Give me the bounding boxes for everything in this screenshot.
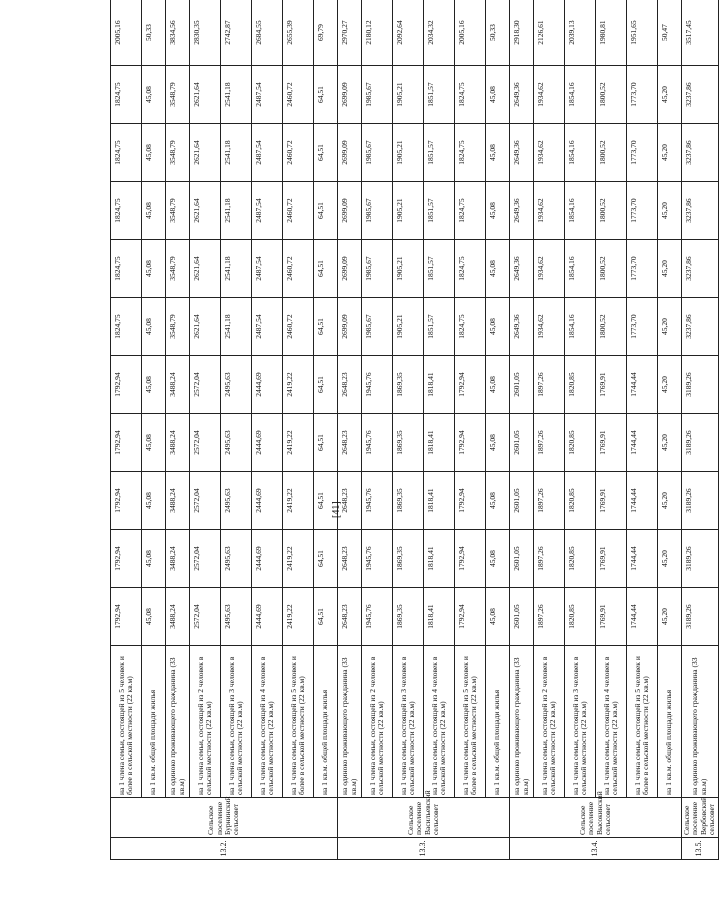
value-cell: 2601,05 <box>510 356 534 414</box>
value-cell: 1824,75 <box>455 240 486 298</box>
row-label: на 1 члена семьи, состоящей из 5 человек и более в сельской местности (22 кв.м) <box>111 646 142 798</box>
value-cell: 45,08 <box>142 472 166 530</box>
municipality-name: Сельское поселение Бурнинский сельсовет <box>111 798 338 838</box>
value-cell: 1824,75 <box>111 182 142 240</box>
value-cell: 2601,05 <box>510 472 534 530</box>
value-cell: 45,08 <box>142 66 166 124</box>
value-cell: 64,51 <box>314 66 338 124</box>
value-cell: 1744,44 <box>627 414 658 472</box>
value-cell: 1820,85 <box>565 414 596 472</box>
value-cell: 3237,86 <box>682 66 719 124</box>
value-cell: 2495,63 <box>221 472 252 530</box>
value-cell: 45,20 <box>658 414 682 472</box>
value-cell: 3237,86 <box>682 298 719 356</box>
value-cell: 1792,94 <box>455 414 486 472</box>
value-cell: 2444,69 <box>252 356 283 414</box>
value-cell: 1800,52 <box>596 298 627 356</box>
value-cell: 1820,85 <box>565 588 596 646</box>
value-cell: 1869,35 <box>393 530 424 588</box>
table-row <box>252 0 283 860</box>
value-cell: 1818,41 <box>424 356 455 414</box>
value-cell: 1851,57 <box>424 182 455 240</box>
value-cell: 45,08 <box>142 124 166 182</box>
table-row <box>166 0 190 860</box>
value-cell: 2460,72 <box>283 240 314 298</box>
value-cell: 2444,69 <box>252 530 283 588</box>
value-cell: 1769,91 <box>596 356 627 414</box>
value-cell: 3237,86 <box>682 240 719 298</box>
value-cell: 2970,27 <box>338 0 362 66</box>
value-cell: 2419,22 <box>283 414 314 472</box>
value-cell: 3517,45 <box>682 0 719 66</box>
value-cell: 2648,23 <box>338 472 362 530</box>
row-label: на 1 члена семьи, состоящей из 2 человек в сельской местности (22 кв.м) <box>362 646 393 798</box>
value-cell: 2649,36 <box>510 124 534 182</box>
value-cell: 1800,52 <box>596 182 627 240</box>
table-row <box>682 0 719 860</box>
value-cell: 1800,52 <box>596 240 627 298</box>
value-cell: 2601,05 <box>510 414 534 472</box>
value-cell: 45,20 <box>658 472 682 530</box>
value-cell: 3548,79 <box>166 124 190 182</box>
value-cell: 2460,72 <box>283 66 314 124</box>
value-cell: 3189,26 <box>682 472 719 530</box>
value-cell: 3548,79 <box>166 298 190 356</box>
table-row <box>455 0 486 860</box>
value-cell: 1769,91 <box>596 414 627 472</box>
value-cell: 1792,94 <box>111 588 142 646</box>
value-cell: 2541,18 <box>221 124 252 182</box>
value-cell: 45,20 <box>658 298 682 356</box>
table-row <box>190 0 221 860</box>
value-cell: 2487,54 <box>252 298 283 356</box>
table-row <box>486 0 510 860</box>
value-cell: 1851,57 <box>424 240 455 298</box>
value-cell: 1945,76 <box>362 588 393 646</box>
value-cell: 2918,30 <box>510 0 534 66</box>
value-cell: 2005,16 <box>111 0 142 66</box>
row-label: на 1 члена семьи, состоящей из 4 человек в сельской местности (22 кв.м) <box>424 646 455 798</box>
value-cell: 3189,26 <box>682 588 719 646</box>
row-label: на одиноко проживающего гражданина (33 кв.м) <box>682 646 719 798</box>
value-cell: 2649,36 <box>510 182 534 240</box>
value-cell: 1905,21 <box>393 124 424 182</box>
row-label: на 1 члена семьи, состоящей из 2 человек в сельской местности (22 кв.м) <box>534 646 565 798</box>
value-cell: 2005,16 <box>455 0 486 66</box>
table-row <box>627 0 658 860</box>
table-row <box>362 0 393 860</box>
value-cell: 1905,21 <box>393 298 424 356</box>
value-cell: 2039,13 <box>565 0 596 66</box>
row-label: на одиноко проживающего гражданина (33 кв.м) <box>338 646 362 798</box>
table-body <box>111 0 719 860</box>
value-cell: 3488,24 <box>166 356 190 414</box>
value-cell: 2444,69 <box>252 588 283 646</box>
table-row <box>393 0 424 860</box>
page-number: [41] <box>331 501 342 518</box>
value-cell: 1773,70 <box>627 66 658 124</box>
table-row <box>314 0 338 860</box>
value-cell: 2495,63 <box>221 356 252 414</box>
value-cell: 2034,32 <box>424 0 455 66</box>
value-cell: 1897,26 <box>534 356 565 414</box>
table-row <box>142 0 166 860</box>
value-cell: 2419,22 <box>283 472 314 530</box>
value-cell: 3488,24 <box>166 472 190 530</box>
value-cell: 1773,70 <box>627 298 658 356</box>
value-cell: 64,51 <box>314 298 338 356</box>
value-cell: 2092,64 <box>393 0 424 66</box>
value-cell: 1744,44 <box>627 472 658 530</box>
value-cell: 1824,75 <box>455 124 486 182</box>
value-cell: 45,08 <box>142 414 166 472</box>
value-cell: 2621,64 <box>190 298 221 356</box>
value-cell: 1818,41 <box>424 472 455 530</box>
value-cell: 1792,94 <box>111 472 142 530</box>
value-cell: 2541,18 <box>221 298 252 356</box>
value-cell: 2699,09 <box>338 240 362 298</box>
value-cell: 1934,62 <box>534 240 565 298</box>
value-cell: 45,08 <box>486 414 510 472</box>
value-cell: 2649,36 <box>510 66 534 124</box>
value-cell: 2699,09 <box>338 124 362 182</box>
value-cell: 1773,70 <box>627 240 658 298</box>
value-cell: 1824,75 <box>111 298 142 356</box>
value-cell: 1824,75 <box>455 66 486 124</box>
value-cell: 1800,52 <box>596 124 627 182</box>
value-cell: 1792,94 <box>455 472 486 530</box>
value-cell: 45,08 <box>142 530 166 588</box>
value-cell: 2541,18 <box>221 66 252 124</box>
value-cell: 2648,23 <box>338 414 362 472</box>
value-cell: 1769,91 <box>596 472 627 530</box>
value-cell: 1773,70 <box>627 124 658 182</box>
row-label: на 1 члена семьи, состоящей из 4 человек в сельской местности (22 кв.м) <box>596 646 627 798</box>
value-cell: 2621,64 <box>190 124 221 182</box>
table-row <box>111 0 142 860</box>
value-cell: 1897,26 <box>534 472 565 530</box>
value-cell: 2487,54 <box>252 124 283 182</box>
value-cell: 64,51 <box>314 240 338 298</box>
value-cell: 3834,56 <box>166 0 190 66</box>
value-cell: 64,51 <box>314 472 338 530</box>
value-cell: 1985,67 <box>362 66 393 124</box>
row-label: на 1 члена семьи, состоящей из 3 человек в сельской местности (22 кв.м) <box>221 646 252 798</box>
value-cell: 64,51 <box>314 124 338 182</box>
value-cell: 2830,35 <box>190 0 221 66</box>
table-row <box>283 0 314 860</box>
value-cell: 2699,09 <box>338 66 362 124</box>
value-cell: 1800,52 <box>596 66 627 124</box>
table-row <box>510 0 534 860</box>
value-cell: 1854,16 <box>565 124 596 182</box>
value-cell: 1869,35 <box>393 356 424 414</box>
value-cell: 1851,57 <box>424 66 455 124</box>
value-cell: 3237,86 <box>682 182 719 240</box>
value-cell: 1820,85 <box>565 356 596 414</box>
value-cell: 2572,04 <box>190 356 221 414</box>
value-cell: 2648,23 <box>338 356 362 414</box>
table-row <box>534 0 565 860</box>
value-cell: 2495,63 <box>221 588 252 646</box>
value-cell: 1869,35 <box>393 414 424 472</box>
row-label: на 1 кв.м. общей площади жилья <box>142 646 166 798</box>
value-cell: 1980,81 <box>596 0 627 66</box>
value-cell: 2126,61 <box>534 0 565 66</box>
value-cell: 2655,39 <box>283 0 314 66</box>
table-row <box>596 0 627 860</box>
value-cell: 2487,54 <box>252 182 283 240</box>
row-label: на одиноко проживающего гражданина (33 кв.м) <box>166 646 190 798</box>
value-cell: 1951,65 <box>627 0 658 66</box>
value-cell: 1985,67 <box>362 240 393 298</box>
value-cell: 45,08 <box>486 182 510 240</box>
value-cell: 1824,75 <box>111 124 142 182</box>
value-cell: 1905,21 <box>393 66 424 124</box>
section-index: 13.4. <box>510 838 682 860</box>
section-index: 13.3. <box>338 838 510 860</box>
value-cell: 64,51 <box>314 356 338 414</box>
value-cell: 45,20 <box>658 182 682 240</box>
value-cell: 1869,35 <box>393 472 424 530</box>
value-cell: 1897,26 <box>534 588 565 646</box>
value-cell: 3189,26 <box>682 530 719 588</box>
value-cell: 64,51 <box>314 414 338 472</box>
value-cell: 45,08 <box>486 588 510 646</box>
value-cell: 1934,62 <box>534 182 565 240</box>
value-cell: 45,08 <box>486 530 510 588</box>
value-cell: 1934,62 <box>534 66 565 124</box>
value-cell: 45,08 <box>142 240 166 298</box>
value-cell: 64,51 <box>314 588 338 646</box>
value-cell: 45,08 <box>142 356 166 414</box>
value-cell: 2180,12 <box>362 0 393 66</box>
value-cell: 45,08 <box>486 124 510 182</box>
row-label: на 1 кв.м. общей площади жилья <box>486 646 510 798</box>
value-cell: 2572,04 <box>190 588 221 646</box>
row-label: на 1 члена семьи, состоящей из 4 человек в сельской местности (22 кв.м) <box>252 646 283 798</box>
value-cell: 2621,64 <box>190 182 221 240</box>
row-label: на 1 кв.м. общей площади жилья <box>314 646 338 798</box>
value-cell: 45,08 <box>142 298 166 356</box>
value-cell: 1854,16 <box>565 182 596 240</box>
value-cell: 3548,79 <box>166 240 190 298</box>
value-cell: 50,47 <box>658 0 682 66</box>
value-cell: 2699,09 <box>338 182 362 240</box>
value-cell: 1744,44 <box>627 588 658 646</box>
value-cell: 1824,75 <box>111 240 142 298</box>
value-cell: 45,20 <box>658 240 682 298</box>
value-cell: 45,08 <box>142 182 166 240</box>
value-cell: 2742,87 <box>221 0 252 66</box>
value-cell: 1934,62 <box>534 124 565 182</box>
municipality-name: Сельское поселение Вербовский сельсовет <box>682 798 719 838</box>
value-cell: 1744,44 <box>627 530 658 588</box>
value-cell: 2648,23 <box>338 588 362 646</box>
value-cell: 2460,72 <box>283 182 314 240</box>
value-cell: 1985,67 <box>362 298 393 356</box>
value-cell: 2460,72 <box>283 124 314 182</box>
table-row <box>658 0 682 860</box>
value-cell: 1869,35 <box>393 588 424 646</box>
value-cell: 1945,76 <box>362 472 393 530</box>
value-cell: 45,20 <box>658 530 682 588</box>
value-cell: 1934,62 <box>534 298 565 356</box>
value-cell: 2495,63 <box>221 530 252 588</box>
tariff-table <box>110 0 719 860</box>
row-label: на 1 члена семьи, состоящей из 2 человек в сельской местности (22 кв.м) <box>190 646 221 798</box>
value-cell: 1905,21 <box>393 182 424 240</box>
value-cell: 45,08 <box>486 356 510 414</box>
value-cell: 2648,23 <box>338 530 362 588</box>
value-cell: 1897,26 <box>534 530 565 588</box>
row-label: на 1 члена семьи, состоящей из 3 человек в сельской местности (22 кв.м) <box>565 646 596 798</box>
value-cell: 1769,91 <box>596 588 627 646</box>
value-cell: 2621,64 <box>190 66 221 124</box>
value-cell: 1744,44 <box>627 356 658 414</box>
value-cell: 1818,41 <box>424 588 455 646</box>
value-cell: 1769,91 <box>596 530 627 588</box>
value-cell: 45,08 <box>486 66 510 124</box>
value-cell: 1824,75 <box>111 66 142 124</box>
table-row <box>565 0 596 860</box>
value-cell: 45,20 <box>658 124 682 182</box>
value-cell: 2419,22 <box>283 530 314 588</box>
value-cell: 2601,05 <box>510 588 534 646</box>
value-cell: 45,20 <box>658 66 682 124</box>
row-label: на 1 члена семьи, состоящей из 5 человек и более в сельской местности (22 кв.м) <box>627 646 658 798</box>
value-cell: 1792,94 <box>455 588 486 646</box>
table-row <box>221 0 252 860</box>
value-cell: 1820,85 <box>565 530 596 588</box>
value-cell: 2460,72 <box>283 298 314 356</box>
value-cell: 1818,41 <box>424 414 455 472</box>
value-cell: 1792,94 <box>111 414 142 472</box>
value-cell: 3488,24 <box>166 414 190 472</box>
value-cell: 50,33 <box>486 0 510 66</box>
value-cell: 2487,54 <box>252 240 283 298</box>
table-row <box>338 0 362 860</box>
municipality-name: Сельское поселение Высокинский сельсовет <box>510 798 682 838</box>
row-label: на 1 члена семьи, состоящей из 5 человек и более в сельской местности (22 кв.м) <box>455 646 486 798</box>
value-cell: 3488,24 <box>166 588 190 646</box>
value-cell: 1792,94 <box>111 356 142 414</box>
value-cell: 1854,16 <box>565 298 596 356</box>
value-cell: 1773,70 <box>627 182 658 240</box>
value-cell: 2444,69 <box>252 472 283 530</box>
value-cell: 2572,04 <box>190 530 221 588</box>
value-cell: 1897,26 <box>534 414 565 472</box>
value-cell: 2621,64 <box>190 240 221 298</box>
value-cell: 69,79 <box>314 0 338 66</box>
value-cell: 2541,18 <box>221 240 252 298</box>
value-cell: 50,33 <box>142 0 166 66</box>
value-cell: 2684,55 <box>252 0 283 66</box>
value-cell: 1792,94 <box>455 356 486 414</box>
value-cell: 1985,67 <box>362 124 393 182</box>
value-cell: 2444,69 <box>252 414 283 472</box>
value-cell: 3548,79 <box>166 66 190 124</box>
section-index: 13.2. <box>111 838 338 860</box>
value-cell: 45,08 <box>486 298 510 356</box>
value-cell: 3548,79 <box>166 182 190 240</box>
value-cell: 2572,04 <box>190 414 221 472</box>
value-cell: 1824,75 <box>455 182 486 240</box>
value-cell: 45,08 <box>142 588 166 646</box>
value-cell: 1854,16 <box>565 240 596 298</box>
value-cell: 64,51 <box>314 182 338 240</box>
value-cell: 1985,67 <box>362 182 393 240</box>
value-cell: 2419,22 <box>283 356 314 414</box>
value-cell: 3189,26 <box>682 356 719 414</box>
value-cell: 2572,04 <box>190 472 221 530</box>
value-cell: 45,20 <box>658 588 682 646</box>
municipality-name: Сельское поселение Васильевский сельсовет <box>338 798 510 838</box>
row-label: на 1 члена семьи, состоящей из 5 человек и более в сельской местности (22 кв.м) <box>283 646 314 798</box>
value-cell: 45,20 <box>658 356 682 414</box>
value-cell: 1851,57 <box>424 124 455 182</box>
value-cell: 1945,76 <box>362 356 393 414</box>
value-cell: 45,08 <box>486 472 510 530</box>
value-cell: 64,51 <box>314 530 338 588</box>
value-cell: 2649,36 <box>510 298 534 356</box>
value-cell: 2487,54 <box>252 66 283 124</box>
value-cell: 1792,94 <box>455 530 486 588</box>
row-label: на одиноко проживающего гражданина (33 кв.м) <box>510 646 534 798</box>
value-cell: 1945,76 <box>362 530 393 588</box>
value-cell: 1854,16 <box>565 66 596 124</box>
value-cell: 3189,26 <box>682 414 719 472</box>
value-cell: 1792,94 <box>111 530 142 588</box>
value-cell: 1818,41 <box>424 530 455 588</box>
value-cell: 1905,21 <box>393 240 424 298</box>
value-cell: 3488,24 <box>166 530 190 588</box>
value-cell: 2541,18 <box>221 182 252 240</box>
value-cell: 1820,85 <box>565 472 596 530</box>
rotated-table-area <box>110 0 717 860</box>
value-cell: 2495,63 <box>221 414 252 472</box>
value-cell: 3237,86 <box>682 124 719 182</box>
value-cell: 2419,22 <box>283 588 314 646</box>
row-label: на 1 кв.м. общей площади жилья <box>658 646 682 798</box>
row-label: на 1 члена семьи, состоящей из 3 человек в сельской местности (22 кв.м) <box>393 646 424 798</box>
table-row <box>424 0 455 860</box>
value-cell: 1945,76 <box>362 414 393 472</box>
value-cell: 2649,36 <box>510 240 534 298</box>
value-cell: 1851,57 <box>424 298 455 356</box>
value-cell: 45,08 <box>486 240 510 298</box>
value-cell: 2601,05 <box>510 530 534 588</box>
section-index: 13.5. <box>682 838 719 860</box>
value-cell: 1824,75 <box>455 298 486 356</box>
value-cell: 2699,09 <box>338 298 362 356</box>
